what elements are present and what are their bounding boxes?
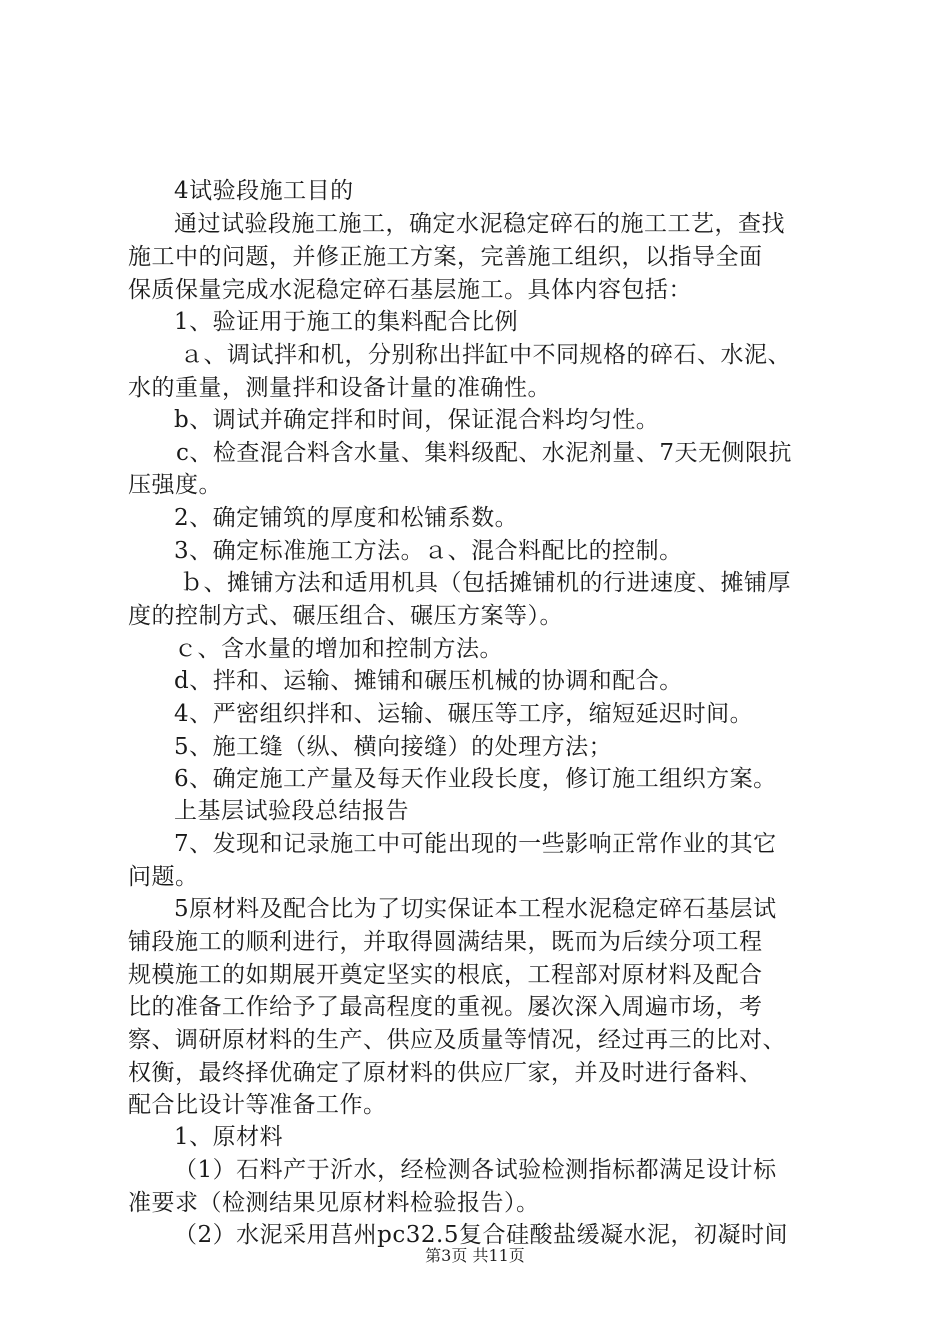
paragraph-line: （1）石料产于沂水，经检测各试验检测指标都满足设计标 — [174, 1157, 777, 1183]
paragraph-line: 施工中的问题，并修正施工方案，完善施工组织，以指导全面 — [128, 244, 763, 270]
paragraph-line: 度的控制方式、碾压组合、碾压方案等）。 — [128, 603, 563, 629]
paragraph-line: 2、确定铺筑的厚度和松铺系数。 — [174, 505, 519, 531]
paragraph-line: 权衡，最终择优确定了原材料的供应厂家，并及时进行备料、 — [128, 1060, 763, 1086]
paragraph-line: 准要求（检测结果见原材料检验报告）。 — [128, 1190, 540, 1216]
paragraph-line: 6、确定施工产量及每天作业段长度，修订施工组织方案。 — [174, 766, 777, 792]
paragraph-line: ａ、调试拌和机，分别称出拌缸中不同规格的碎石、水泥、 — [180, 342, 791, 368]
paragraph-line: b、调试并确定拌和时间，保证混合料均匀性。 — [174, 407, 660, 433]
paragraph-line: d、拌和、运输、摊铺和碾压机械的协调和配合。 — [174, 668, 683, 694]
paragraph-line: 5、施工缝（纵、横向接缝）的处理方法； — [174, 734, 613, 760]
section-label: 上基层试验段总结报告 — [174, 798, 409, 824]
paragraph-line: c、检查混合料含水量、集料级配、水泥剂量、7天无侧限抗 — [176, 440, 793, 466]
subheading-raw-materials: 1、原材料 — [174, 1124, 284, 1150]
paragraph-line: 水的重量，测量拌和设备计量的准确性。 — [128, 375, 551, 401]
paragraph-line: 压强度。 — [128, 472, 222, 498]
paragraph-line: 1、验证用于施工的集料配合比例 — [174, 309, 519, 335]
paragraph-line: ｃ、含水量的增加和控制方法。 — [174, 636, 503, 662]
paragraph-line: 问题。 — [128, 864, 199, 890]
paragraph-line: 保质保量完成水泥稳定碎石基层施工。具体内容包括： — [128, 277, 692, 303]
paragraph-line: 比的准备工作给予了最高程度的重视。屡次深入周遍市场，考 — [128, 994, 763, 1020]
page-footer: 第3页 共11页 — [425, 1246, 525, 1265]
heading-test-section-purpose: 4试验段施工目的 — [174, 178, 354, 204]
paragraph-line: （2）水泥采用莒州pc32.5复合硅酸盐缓凝水泥，初凝时间 — [174, 1222, 788, 1248]
paragraph-line: 4、严密组织拌和、运输、碾压等工序，缩短延迟时间。 — [174, 701, 754, 727]
paragraph-line: ｂ、摊铺方法和适用机具（包括摊铺机的行进速度、摊铺厚 — [180, 570, 791, 596]
heading-materials: 5原材料及配合比为了切实保证本工程水泥稳定碎石基层试 — [174, 896, 777, 922]
paragraph-line: 铺段施工的顺利进行，并取得圆满结果，既而为后续分项工程 — [128, 929, 763, 955]
paragraph-line: 规模施工的如期展开奠定坚实的根底，工程部对原材料及配合 — [128, 962, 763, 988]
paragraph-line: 7、发现和记录施工中可能出现的一些影响正常作业的其它 — [174, 831, 777, 857]
paragraph-line: 3、确定标准施工方法。ａ、混合料配比的控制。 — [174, 538, 683, 564]
paragraph-line: 通过试验段施工施工，确定水泥稳定碎石的施工工艺，查找 — [174, 211, 785, 237]
paragraph-line: 察、调研原材料的生产、供应及质量等情况，经过再三的比对、 — [128, 1027, 786, 1053]
paragraph-line: 配合比设计等准备工作。 — [128, 1092, 387, 1118]
